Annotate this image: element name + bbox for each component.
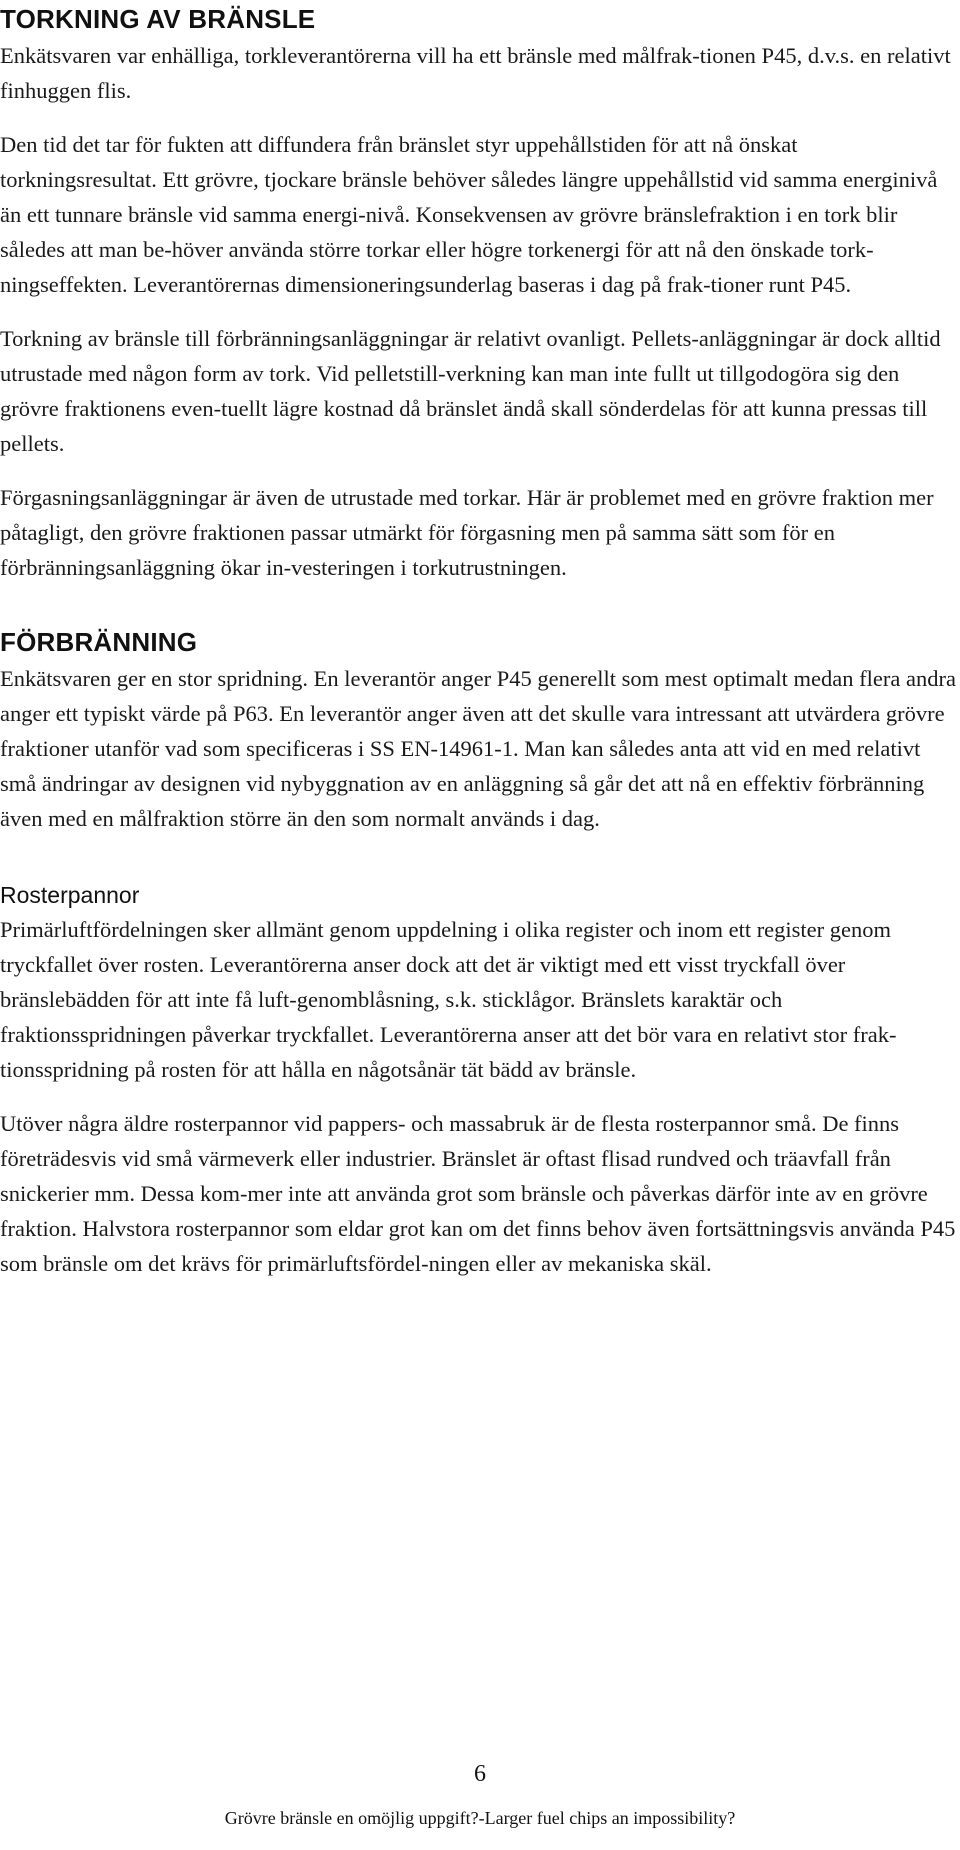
paragraph: Förgasningsanläggningar är även de utrustade med torkar. Här är problemet med en grövre fraktion mer påtagligt, den grövre fraktionen passar utmärkt för förgasning men på samma sätt som för en förbränningsanläggning ökar in-vesteringen i torkutrustningen. [0,485,934,580]
subsection-heading-rosterpannor: Rosterpannor [0,882,140,908]
paragraph: Utöver några äldre rosterpannor vid pappers- och massabruk är de flesta rosterpannor små. De finns företrädesvis vid små värmeverk eller industrier. Bränslet är oftast flisad rundved och träavfall från snickerier mm. Dessa kom-mer inte att använda grot som bränsle och påverkas därför inte av en grövre fraktion. Halvstora rosterpannor som eldar grot kan om det finns behov även fortsättningsvis använda P45 som bränsle om det krävs för primärluftsfördel-ningen eller av mekaniska skäl. [0,1111,956,1276]
section-heading-combustion: FÖRBRÄNNING [0,627,198,657]
paragraph: Enkätsvaren var enhälliga, torkleverantörerna vill ha ett bränsle med målfrak-tionen P45, d.v.s. en relativt finhuggen flis. [0,43,951,103]
paragraph: Den tid det tar för fukten att diffundera från bränslet styr uppehållstiden för att nå önskat torkningsresultat. Ett grövre, tjockare bränsle behöver således längre uppehållstid vid samma energinivå än ett tunnare bränsle vid samma energi-nivå. Konsekvensen av grövre bränslefraktion i en tork blir således att man be-höver använda större torkar eller högre torkenergi för att nå den önskade tork-ningseffekten. Leverantörernas dimensioneringsunderlag baseras i dag på frak-tioner runt P45. [0,132,938,297]
paragraph: Torkning av bränsle till förbränningsanläggningar är relativt ovanligt. Pellets-anläggningar är dock alltid utrustade med någon form av tork. Vid pelletstill-verkning kan man inte fullt ut tillgodogöra sig den grövre fraktionens even-tuellt lägre kostnad då bränslet ändå skall sönderdelas för att kunna pressas till pellets. [0,326,941,456]
paragraph: Primärluftfördelningen sker allmänt genom uppdelning i olika register och inom ett register genom tryckfallet över rosten. Leverantörerna anser dock att det är viktigt med ett visst tryckfall över bränslebädden för att inte få luft-genomblåsning, s.k. sticklågor. Bränslets karaktär och fraktionsspridningen påverkar tryckfallet. Leverantörerna anser att det bör vara en relativt stor frak-tionsspridning på rosten för att hålla en någotsånär tät bädd av bränsle. [0,917,897,1082]
section-heading-drying: TORKNING AV BRÄNSLE [0,4,316,34]
page-number: 6 [474,1761,486,1787]
paragraph: Enkätsvaren ger en stor spridning. En leverantör anger P45 generellt som mest optimalt medan flera andra anger ett typiskt värde på P63. En leverantör anger även att det skulle vara intressant att utvärdera grövre fraktioner utanför vad som specificeras i SS EN-14961-1. Man kan således anta att vid en med relativt små ändringar av designen vid nybyggnation av en anläggning så går det att nå en effektiv förbränning även med en målfraktion större än den som normalt används i dag. [0,666,956,831]
running-title: Grövre bränsle en omöjlig uppgift?-Larger fuel chips an impossibility? [224,1808,736,1828]
